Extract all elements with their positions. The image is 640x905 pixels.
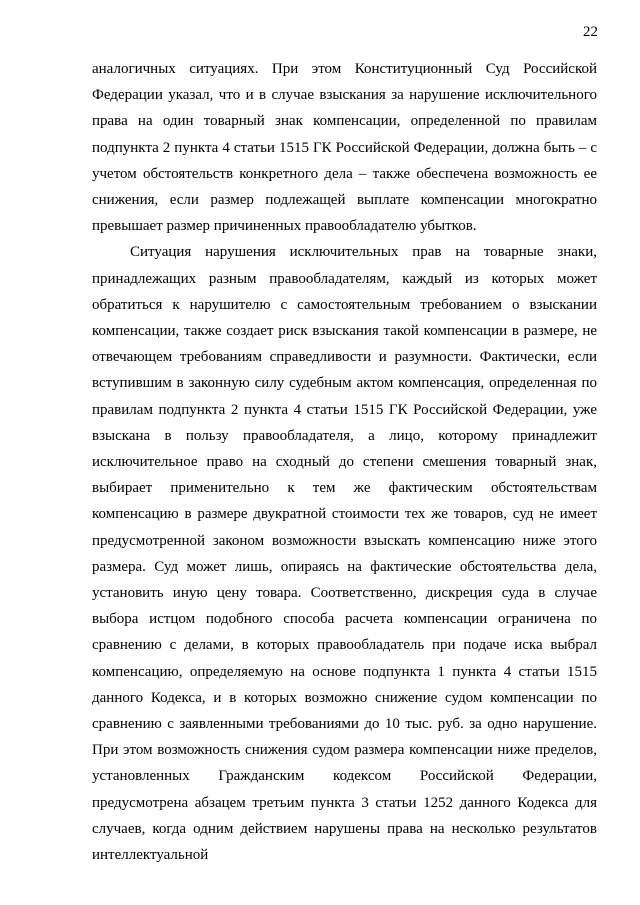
document-body [92,56,597,868]
paragraph-main: Ситуация нарушения исключительных прав на товарные знаки, принадлежащих разным правообладателям, каждый из которых может обратиться к нарушителю с самостоятельным требованием о взыскании компенсации, также создает риск взыскания такой компенсации в размере, не отвечающем требованиям справедливости и разумности. Фактически, если вступившим в законную силу судебным актом компенсация, определенная по правилам подпункта 2 пункта 4 статьи 1515 ГК Российской Федерации, уже взыскана в пользу правообладателя, а лицо, которому принадлежит исключительное право на сходный до степени смешения товарный знак, выбирает применительно к тем же фактическим обстоятельствам компенсацию в размере двукратной стоимости тех же товаров, суд не имеет предусмотренной законом возможности взыскать компенсацию ниже этого размера. Суд может лишь, опираясь на фактические обстоятельства дела, установить иную цену товара. Соответственно, дискреция суда в случае выбора истцом подобного способа расчета компенсации ограничена по сравнению с делами, в которых правообладатель при подаче иска выбрал компенсацию, определяемую на основе подпункта 1 пункта 4 статьи 1515 данного Кодекса, и в которых возможно снижение судом компенсации по сравнению с заявленными требованиями до 10 тыс. руб. за одно нарушение. При этом возможность снижения судом размера компенсации ниже пределов, установленных Гражданским кодексом Российской Федерации, предусмотрена абзацем третьим пункта 3 статьи 1252 данного Кодекса для случаев, когда одним действием нарушены права на несколько результатов интеллектуальной [92,244,597,864]
page-number: 22 [583,24,598,40]
paragraph-continuation: аналогичных ситуациях. При этом Конституционный Суд Российской Федерации указал, что и в случае взыскания за нарушение исключительного права на один товарный знак компенсации, определенной по правилам подпункта 2 пункта 4 статьи 1515 ГК Российской Федерации, должна быть – с учетом обстоятельств конкретного дела – также обеспечена возможность ее снижения, если размер подлежащей выплате компенсации многократно превышает размер причиненных правообладателю убытков. [92,61,597,235]
